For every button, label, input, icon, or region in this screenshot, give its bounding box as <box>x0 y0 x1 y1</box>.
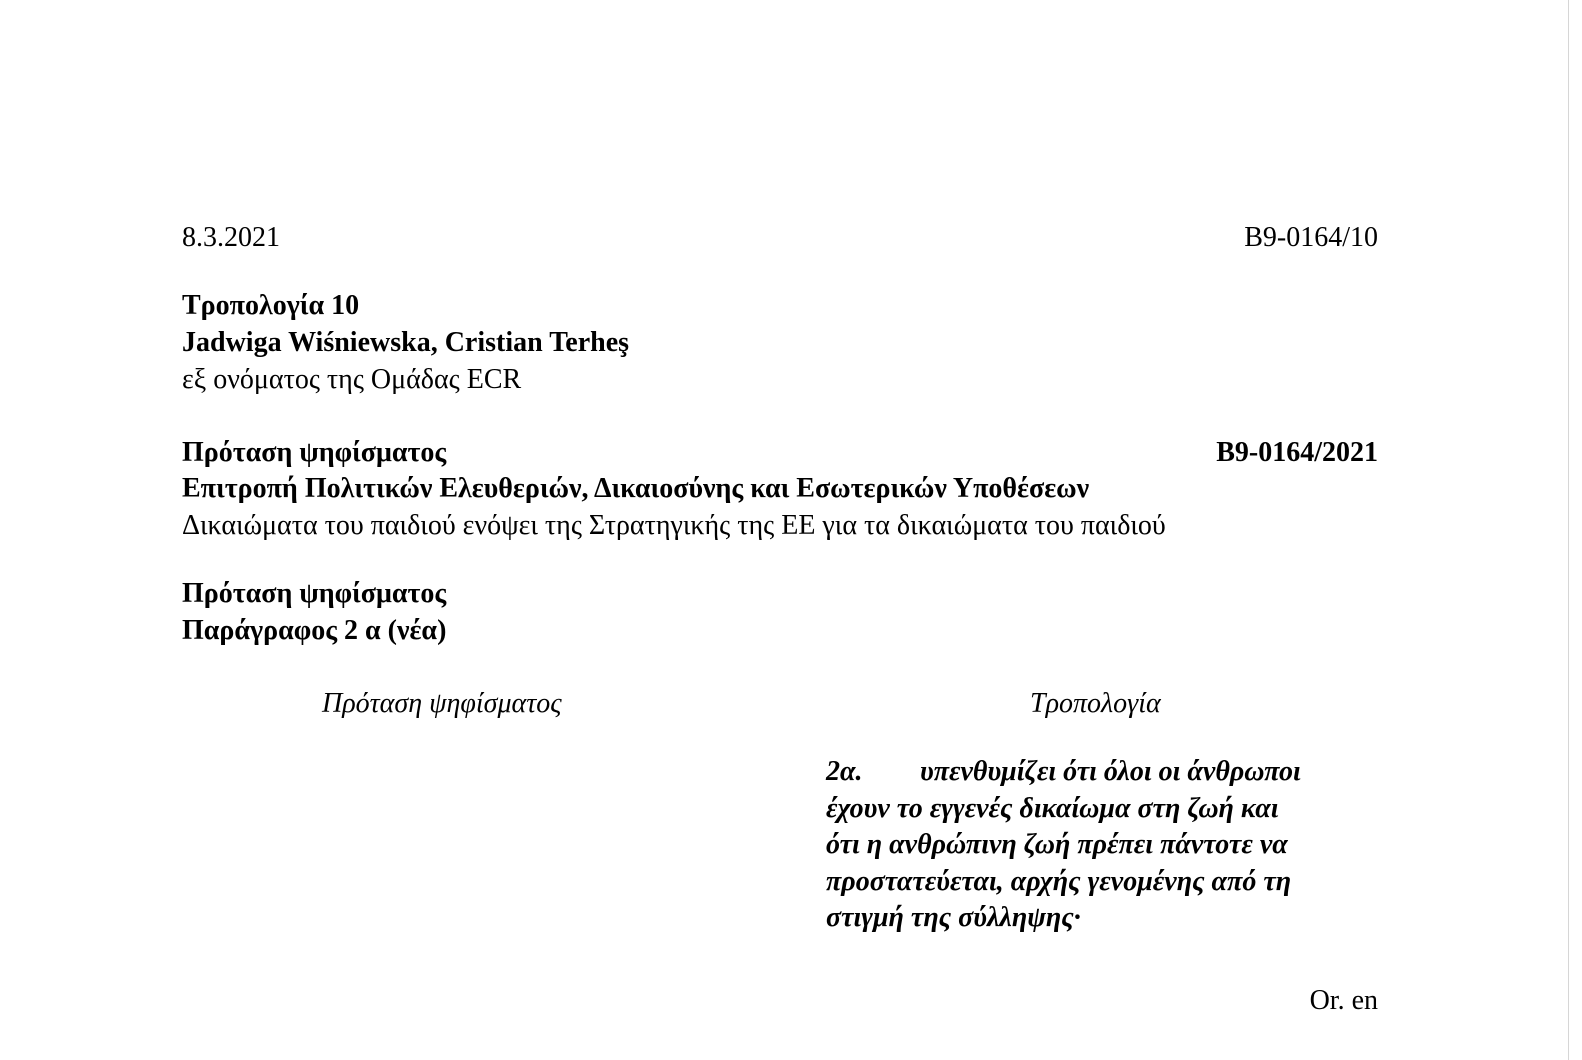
amendment-authors: Jadwiga Wiśniewska, Cristian Terheş <box>182 327 630 358</box>
amendment-title: Τροπολογία 10 <box>182 290 360 321</box>
target-paragraph: Παράγραφος 2 α (νέα) <box>182 615 447 646</box>
original-language: Or. en <box>1309 985 1378 1016</box>
amendment-number: 2α. <box>826 756 863 787</box>
right-column-heading: Τροπολογία <box>1030 688 1161 719</box>
motion-label: Πρόταση ψηφίσματος <box>182 437 447 468</box>
amendment-text-line: έχουν το εγγενές δικαίωμα στη ζωή και <box>826 792 1279 824</box>
amendment-text <box>826 754 1386 937</box>
left-column-heading: Πρόταση ψηφίσματος <box>322 688 562 719</box>
amendment-text-line: ότι η ανθρώπινη ζωή πρέπει πάντοτε να <box>826 829 1288 860</box>
document-reference: B9-0164/10 <box>1244 222 1378 253</box>
amendment-text-line: προστατεύεται, αρχής γενομένης από τη <box>826 865 1292 897</box>
amendment-group: εξ ονόματος της Ομάδας ECR <box>182 364 522 395</box>
amendment-text-line: στιγμή της σύλληψης· <box>826 902 1081 933</box>
page-edge <box>1568 0 1582 1060</box>
motion-number: B9-0164/2021 <box>1216 437 1378 468</box>
target-label: Πρόταση ψηφίσματος <box>182 578 447 609</box>
motion-subject: Δικαιώματα του παιδιού ενόψει της Στρατηγικής της ΕΕ για τα δικαιώματα του παιδιού <box>182 510 1166 541</box>
amendment-text-line: 2α. υπενθυμίζει ότι όλοι οι άνθρωποι <box>826 754 1386 791</box>
document-date: 8.3.2021 <box>182 222 280 253</box>
motion-committee: Επιτροπή Πολιτικών Ελευθεριών, Δικαιοσύνης και Εσωτερικών Υποθέσεων <box>182 473 1090 504</box>
